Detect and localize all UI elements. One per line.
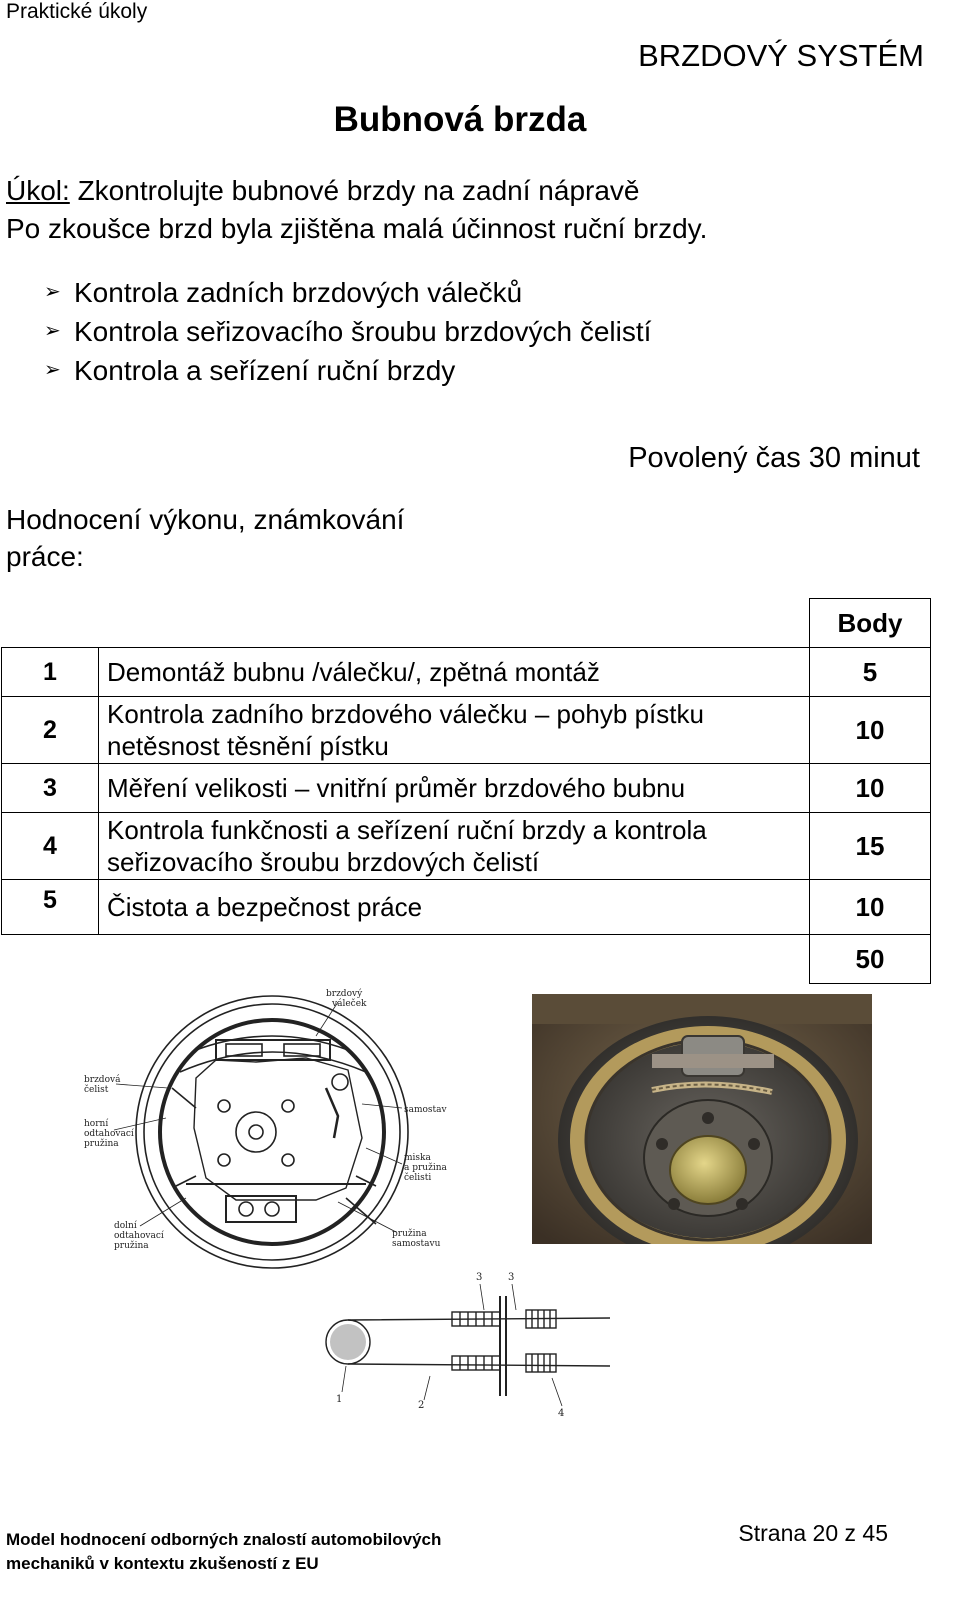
task-text: Zkontrolujte bubnové brzdy na zadní nápravě — [69, 175, 640, 206]
footer-title — [6, 1528, 441, 1576]
row-number: 4 — [2, 813, 99, 880]
evaluation-label: Hodnocení výkonu, známkování práce: — [6, 504, 405, 572]
check-item-text: Kontrola zadních brzdových válečků — [74, 277, 523, 308]
row-text: Kontrola zadního brzdového válečku – pohyb pístku netěsnost těsnění pístku — [99, 697, 810, 764]
page-title: Bubnová brzda — [333, 100, 587, 139]
drum-brake-diagram — [76, 988, 484, 1278]
table-total-row — [2, 935, 931, 984]
list-item — [44, 273, 651, 312]
label-shoe: čelist — [84, 1085, 109, 1095]
drum-brake-photo — [532, 994, 872, 1244]
table-row — [2, 764, 931, 813]
row-text: Kontrola funkčnosti a seřízení ruční brzdy a kontrola seřizovacího šroubu brzdových čelistí — [99, 813, 810, 880]
system-header: BRZDOVÝ SYSTÉM — [638, 38, 924, 73]
label-cylinder: brzdový — [326, 989, 363, 999]
footer-line: mechaniků v kontextu zkušeností z EU — [6, 1554, 319, 1573]
row-number: 5 — [2, 880, 99, 935]
label-lower-spring: dolní — [114, 1221, 137, 1231]
label-cup: miska — [404, 1153, 431, 1163]
label-upper-spring: odtahovací — [84, 1129, 134, 1139]
task-line — [6, 172, 707, 210]
arrow-bullet-icon: ➢ — [44, 281, 61, 303]
row-points: 10 — [810, 880, 931, 935]
label-adjuster-spring: pružina — [392, 1229, 427, 1239]
row-text: Demontáž bubnu /válečku/, zpětná montáž — [99, 648, 810, 697]
task-label: Úkol: — [6, 175, 70, 206]
row-number: 3 — [2, 764, 99, 813]
points-total: 50 — [810, 935, 931, 984]
cable-label: 3 — [476, 1272, 483, 1283]
footer-line: Model hodnocení odborných znalostí automobilových — [6, 1530, 442, 1549]
check-item-text: Kontrola a seřízení ruční brzdy — [74, 355, 456, 386]
table-header-row — [2, 599, 931, 648]
row-points: 10 — [810, 697, 931, 764]
row-points: 15 — [810, 813, 931, 880]
task-block — [6, 172, 707, 248]
list-item — [44, 312, 651, 351]
label-adjuster: samostav — [404, 1105, 447, 1115]
row-number: 2 — [2, 697, 99, 764]
check-item-text: Kontrola seřizovacího šroubu brzdových čelistí — [74, 316, 652, 347]
label-lower-spring: odtahovací — [114, 1231, 164, 1241]
label-cup: a pružina — [404, 1163, 447, 1173]
handbrake-cable-diagram — [320, 1266, 620, 1426]
table-row — [2, 697, 931, 764]
table-row — [2, 813, 931, 880]
table-row — [2, 880, 931, 935]
time-allowed: Povolený čas 30 minut — [628, 442, 920, 474]
cable-label: 1 — [336, 1394, 343, 1405]
row-text: Měření velikosti – vnitřní průměr brzdového bubnu — [99, 764, 810, 813]
label-cup: čelisti — [404, 1173, 432, 1183]
arrow-bullet-icon: ➢ — [44, 359, 61, 381]
section-header: Praktické úkoly — [6, 0, 148, 23]
check-list — [44, 273, 651, 390]
scoring-table — [1, 598, 931, 984]
task-line-2: Po zkoušce brzd byla zjištěna malá účinnost ruční brzdy. — [6, 213, 708, 244]
label-shoe: brzdová — [84, 1075, 121, 1085]
label-adjuster-spring: samostavu — [392, 1239, 441, 1249]
cable-label: 4 — [558, 1408, 565, 1419]
label-upper-spring: horní — [84, 1119, 109, 1129]
label-cylinder: váleček — [332, 999, 367, 1009]
cable-label: 2 — [418, 1400, 425, 1411]
row-points: 10 — [810, 764, 931, 813]
list-item — [44, 351, 651, 390]
points-header: Body — [810, 599, 931, 648]
table-row — [2, 648, 931, 697]
cable-label: 3 — [508, 1272, 515, 1283]
label-upper-spring: pružina — [84, 1139, 119, 1149]
arrow-bullet-icon: ➢ — [44, 320, 61, 342]
label-lower-spring: pružina — [114, 1241, 149, 1251]
page-number: Strana 20 z 45 — [738, 1520, 888, 1546]
row-number: 1 — [2, 648, 99, 697]
row-text: Čistota a bezpečnost práce — [99, 880, 810, 935]
row-points: 5 — [810, 648, 931, 697]
